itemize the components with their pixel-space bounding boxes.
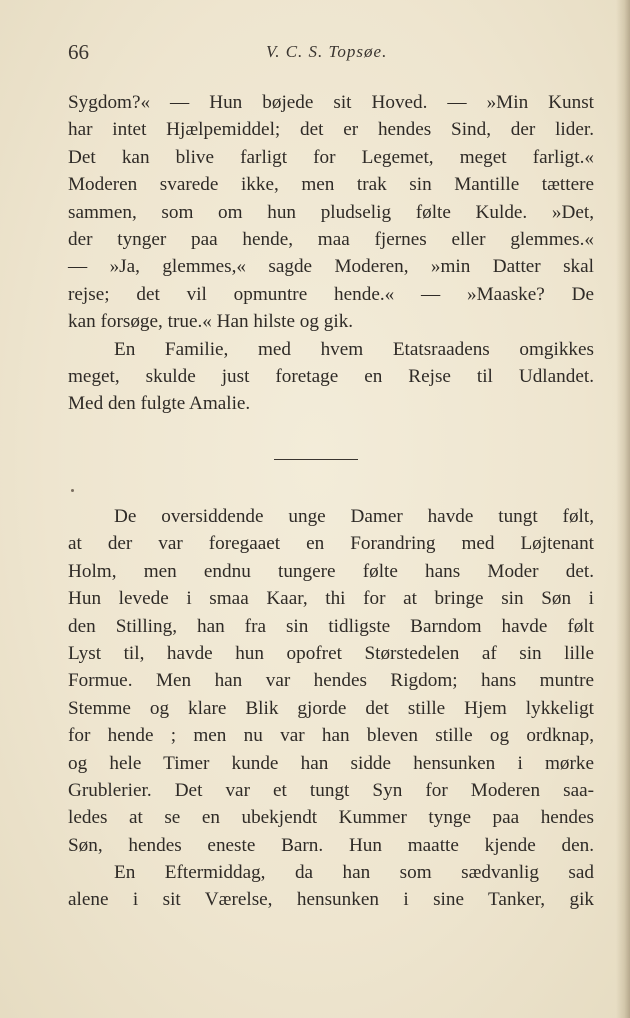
text-line: alene i sit Værelse, hensunken i sine Tanker, gik — [68, 889, 594, 911]
text-line: Moderen svarede ikke, men trak sin Mantille tættere — [68, 174, 594, 196]
paper-speck — [71, 489, 74, 492]
text-line: Formue. Men han var hendes Rigdom; hans muntre — [68, 670, 594, 692]
text-line: for hende ; men nu var han bleven stille og ordknap, — [68, 725, 594, 747]
page-number: 66 — [68, 40, 89, 64]
text-line: den Stilling, han fra sin tidligste Barndom havde følt — [68, 615, 594, 637]
text-line: der tynger paa hende, maa fjernes eller glemmes.« — [68, 228, 594, 250]
text-line: meget, skulde just foretage en Rejse til Udlandet. — [68, 365, 594, 387]
text-line: Grublerier. Det var et tungt Syn for Moderen saa- — [68, 779, 594, 801]
text-line: rejse; det vil opmuntre hende.« — »Maaske? De — [68, 283, 594, 305]
text-line: og hele Timer kunde han sidde hensunken i mørke — [68, 752, 594, 774]
text-line: De oversiddende unge Damer havde tungt følt, — [114, 506, 594, 527]
text-line: Søn, hendes eneste Barn. Hun maatte kjende den. — [68, 834, 594, 856]
text-line: Med den fulgte Amalie. — [68, 393, 251, 415]
page-header — [68, 40, 594, 70]
text-line: Lyst til, havde hun opofret Størstedelen af sin lille — [68, 642, 594, 664]
text-line: Stemme og klare Blik gjorde det stille Hjem lykkeligt — [68, 697, 594, 719]
text-block-lower — [68, 503, 594, 914]
page-edge-shadow — [616, 0, 630, 1018]
text-line: En Familie, med hvem Etatsraadens omgikkes — [114, 338, 594, 360]
text-line: ledes at se en ubekjendt Kummer tynge paa hendes — [68, 807, 594, 829]
text-line: har intet Hjælpemiddel; det er hendes Sind, der lider. — [68, 119, 594, 141]
section-divider — [274, 459, 358, 460]
text-line: Hun levede i smaa Kaar, thi for at bringe sin Søn i — [68, 588, 594, 610]
text-line: at der var foregaaet en Forandring med Løjtenant — [68, 533, 594, 555]
text-line: En Eftermiddag, da han som sædvanlig sad — [114, 862, 594, 884]
text-line: sammen, som om hun pludselig følte Kulde. »Det, — [68, 201, 594, 223]
text-line: Det kan blive farligt for Legemet, meget farligt.« — [68, 146, 594, 168]
text-block-upper — [68, 89, 594, 418]
text-line: Holm, men endnu tungere følte hans Moder det. — [68, 560, 594, 582]
running-head: V. C. S. Topsøe. — [266, 42, 388, 61]
text-line: kan forsøge, true.« Han hilste og gik. — [68, 311, 354, 333]
text-line: — »Ja, glemmes,« sagde Moderen, »min Datter skal — [68, 256, 594, 278]
text-line: Sygdom?« — Hun bøjede sit Hoved. — »Min Kunst — [68, 92, 594, 113]
